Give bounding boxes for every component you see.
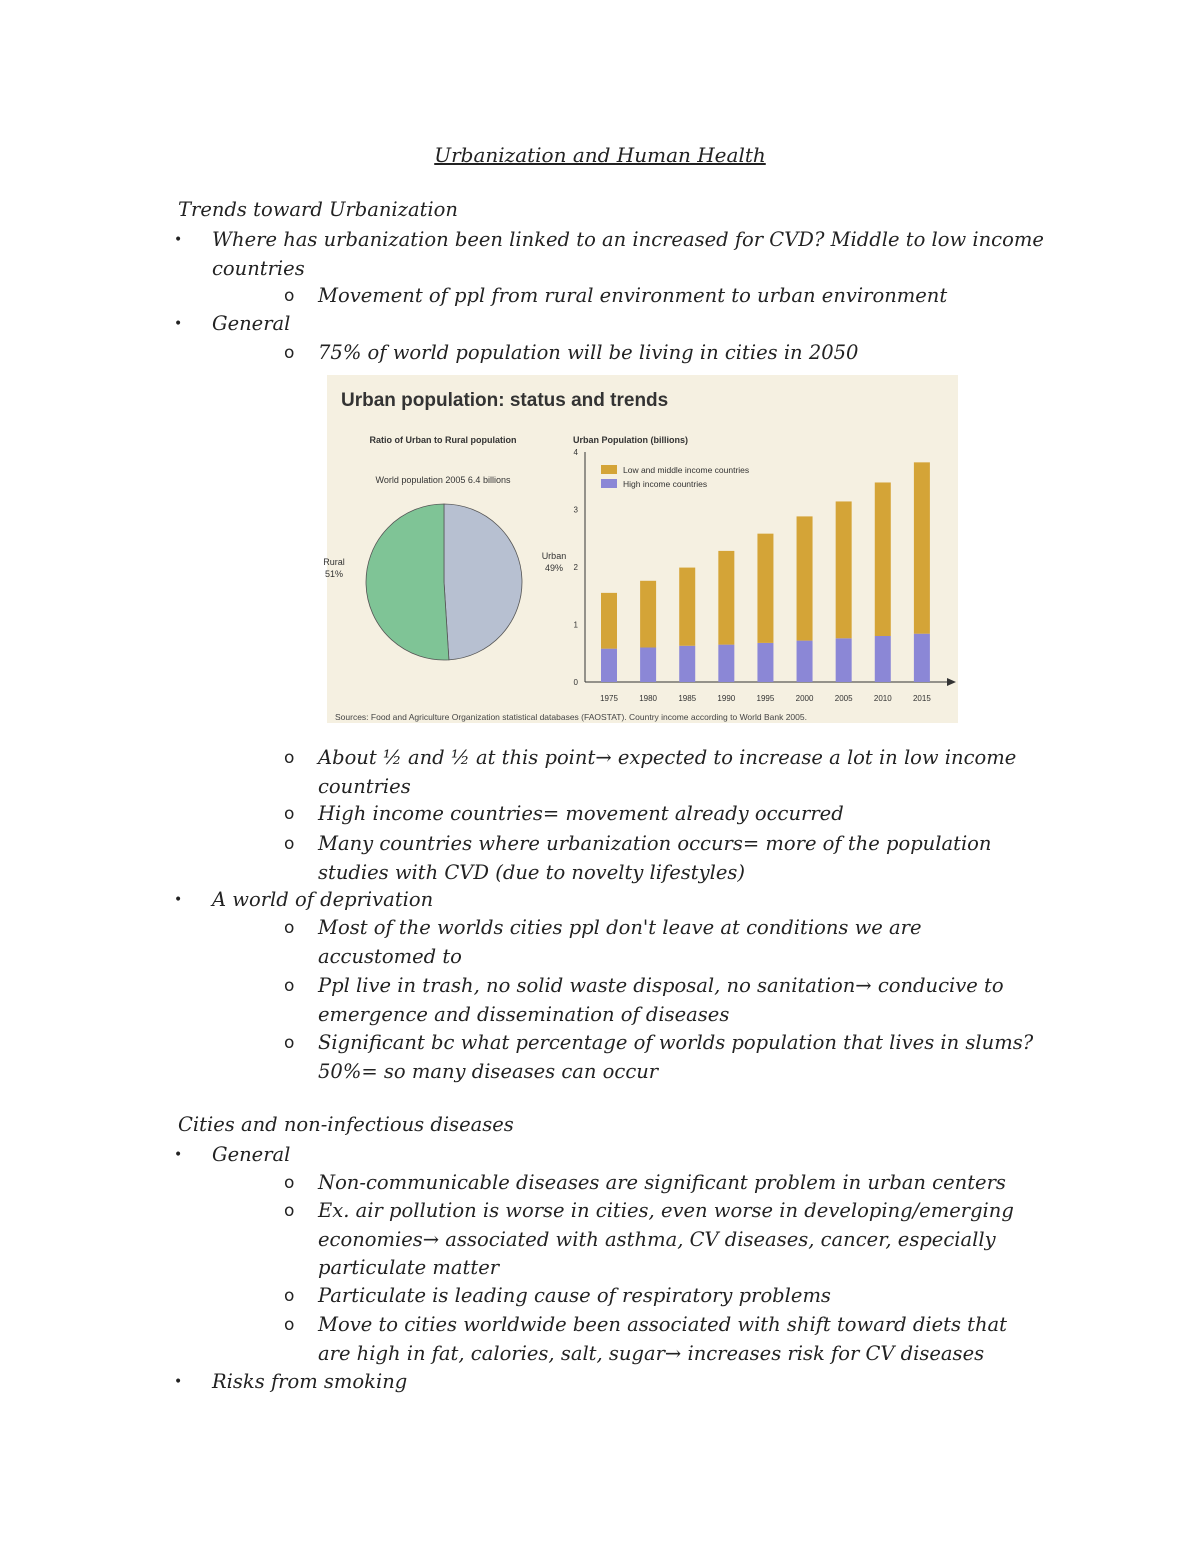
sub-bullet-icon: o — [284, 976, 295, 996]
sub-list-item — [284, 1197, 1038, 1283]
text-line: Non-communicable diseases are significant problem in urban centers — [318, 1171, 1006, 1194]
text-line: 50%= so many diseases can occur — [318, 1059, 659, 1083]
pie-value-urban: 49% — [544, 562, 563, 573]
y-tick-label: 3 — [573, 505, 578, 515]
list-item — [174, 1141, 1042, 1170]
pie-title: Ratio of Urban to Rural population — [369, 435, 517, 445]
text-line: studies with CVD (due to novelty lifestyles) — [318, 860, 746, 884]
list-item — [174, 886, 1042, 915]
section-heading: Cities and non-infectious diseases — [178, 1113, 514, 1136]
sub-bullet-icon: o — [284, 343, 295, 363]
text-line: accustomed to — [318, 944, 462, 968]
text-line: General — [212, 312, 291, 335]
x-tick-label: 2015 — [912, 694, 931, 703]
bar-high-income-1995 — [757, 643, 773, 682]
text-line: 75% of world population will be living in cities in 2050 — [318, 341, 859, 364]
sub-bullet-icon: o — [284, 286, 295, 306]
bullet-icon: • — [174, 892, 183, 908]
x-axis-arrow-icon — [947, 678, 956, 686]
page-title: Urbanization and Human Health — [434, 143, 766, 167]
x-tick-label: 1980 — [639, 694, 658, 703]
bar-low-middle-income-2010 — [875, 482, 891, 636]
sub-list-item — [284, 1029, 1038, 1086]
text-line: countries — [212, 256, 305, 280]
sub-list-item — [284, 1311, 1038, 1368]
bar-high-income-2015 — [914, 634, 930, 682]
bar-high-income-1975 — [601, 649, 617, 682]
text-line: Risks from smoking — [212, 1370, 408, 1393]
y-tick-label: 1 — [573, 620, 578, 630]
list-item — [174, 1368, 1042, 1397]
x-tick-label: 2005 — [834, 694, 853, 703]
chart-source: Sources: Food and Agriculture Organization statistical databases (FAOSTAT). Country income according to World Bank 2005. — [335, 712, 807, 722]
sub-list-item — [284, 914, 1038, 971]
sub-bullet-icon: o — [284, 804, 295, 824]
pie-label-rural: Rural — [323, 557, 345, 568]
bar-chart-title: Urban Population (billions) — [573, 435, 688, 445]
sub-list-item — [284, 282, 1038, 311]
bullet-icon: • — [174, 1374, 183, 1390]
legend-swatch-high-income — [601, 479, 617, 488]
sub-bullet-icon: o — [284, 834, 295, 854]
sub-bullet-icon: o — [284, 918, 295, 938]
bullet-icon: • — [174, 1147, 183, 1163]
text-line: Ppl live in trash, no solid waste disposal, no sanitation→ conducive to — [318, 974, 1004, 997]
list-item — [174, 310, 1042, 339]
text-line: Many countries where urbanization occurs= more of the population — [318, 832, 992, 855]
x-tick-label: 1990 — [717, 694, 736, 703]
x-tick-label: 1975 — [600, 694, 618, 703]
text-line: particulate matter — [318, 1256, 500, 1279]
bar-low-middle-income-1980 — [640, 581, 656, 648]
legend-label: Low and middle income countries — [623, 465, 750, 475]
text-line: emergence and dissemination of diseases — [318, 1002, 730, 1026]
bar-high-income-1985 — [679, 646, 695, 682]
text-line: A world of deprivation — [212, 888, 434, 911]
sub-bullet-icon: o — [284, 1173, 295, 1193]
text-line: General — [212, 1143, 291, 1166]
text-line: Movement of ppl from rural environment to urban environment — [318, 284, 948, 307]
sub-list-item — [284, 744, 1038, 801]
bar-high-income-1980 — [640, 648, 656, 683]
text-line: economies→ associated with asthma, CV diseases, cancer, especially — [318, 1227, 996, 1251]
y-tick-label: 4 — [573, 448, 578, 457]
sub-list-item — [284, 1282, 1038, 1311]
legend-swatch-low-middle-income — [601, 465, 617, 474]
x-tick-label: 2010 — [873, 694, 892, 703]
x-tick-label: 1995 — [756, 694, 775, 703]
bar-high-income-2010 — [875, 636, 891, 682]
list-item — [174, 226, 1044, 283]
panel-title: Urban population: status and trends — [341, 390, 669, 411]
x-tick-label: 1985 — [678, 694, 697, 703]
section-heading: Trends toward Urbanization — [178, 198, 458, 221]
text-line: High income countries= movement already occurred — [318, 802, 844, 825]
text-line: Most of the worlds cities ppl don't leave at conditions we are — [318, 916, 922, 939]
bar-low-middle-income-2015 — [914, 462, 930, 633]
sub-list-item — [284, 972, 1038, 1029]
bar-low-middle-income-1995 — [757, 534, 773, 643]
text-line: are high in fat, calories, salt, sugar→ increases risk for CV diseases — [318, 1341, 985, 1365]
urban-population-figure — [323, 375, 958, 723]
bar-high-income-2000 — [797, 641, 813, 682]
text-line: About ½ and ½ at this point→ expected to increase a lot in low income — [318, 746, 1017, 769]
pie-slice-urban — [444, 504, 522, 660]
pie-value-rural: 51% — [325, 569, 344, 580]
pie-subtitle: World population 2005 6.4 billions — [375, 475, 511, 485]
bullet-icon: • — [174, 232, 183, 248]
text-line: countries — [318, 774, 411, 798]
y-tick-label: 0 — [573, 678, 578, 687]
x-tick-label: 2000 — [795, 694, 814, 703]
bar-high-income-2005 — [836, 638, 852, 682]
text-line: Particulate is leading cause of respiratory problems — [318, 1284, 831, 1307]
bar-low-middle-income-1990 — [718, 551, 734, 645]
bullet-icon: • — [174, 316, 183, 332]
sub-list-item — [284, 1169, 1038, 1198]
sub-list-item — [284, 830, 1038, 887]
text-line: Where has urbanization been linked to an increased for CVD? Middle to low income — [212, 228, 1044, 251]
text-line: Ex. air pollution is worse in cities, even worse in developing/emerging — [318, 1199, 1014, 1222]
bar-low-middle-income-2000 — [797, 516, 813, 640]
bar-low-middle-income-1975 — [601, 593, 617, 649]
sub-bullet-icon: o — [284, 1286, 295, 1306]
sub-list-item — [284, 339, 1038, 368]
sub-bullet-icon: o — [284, 1315, 295, 1335]
chart-svg — [323, 375, 958, 723]
bar-low-middle-income-1985 — [679, 568, 695, 646]
sub-list-item — [284, 800, 1038, 829]
bar-high-income-1990 — [718, 645, 734, 682]
text-line: Significant bc what percentage of worlds population that lives in slums? — [318, 1031, 1034, 1054]
legend-label: High income countries — [623, 479, 708, 489]
y-tick-label: 2 — [573, 563, 578, 572]
text-line: Move to cities worldwide been associated with shift toward diets that — [318, 1313, 1008, 1336]
sub-bullet-icon: o — [284, 1201, 295, 1221]
bar-low-middle-income-2005 — [836, 501, 852, 638]
sub-bullet-icon: o — [284, 748, 295, 768]
pie-label-urban: Urban — [541, 550, 567, 561]
sub-bullet-icon: o — [284, 1033, 295, 1053]
pie-slice-rural — [366, 504, 449, 660]
